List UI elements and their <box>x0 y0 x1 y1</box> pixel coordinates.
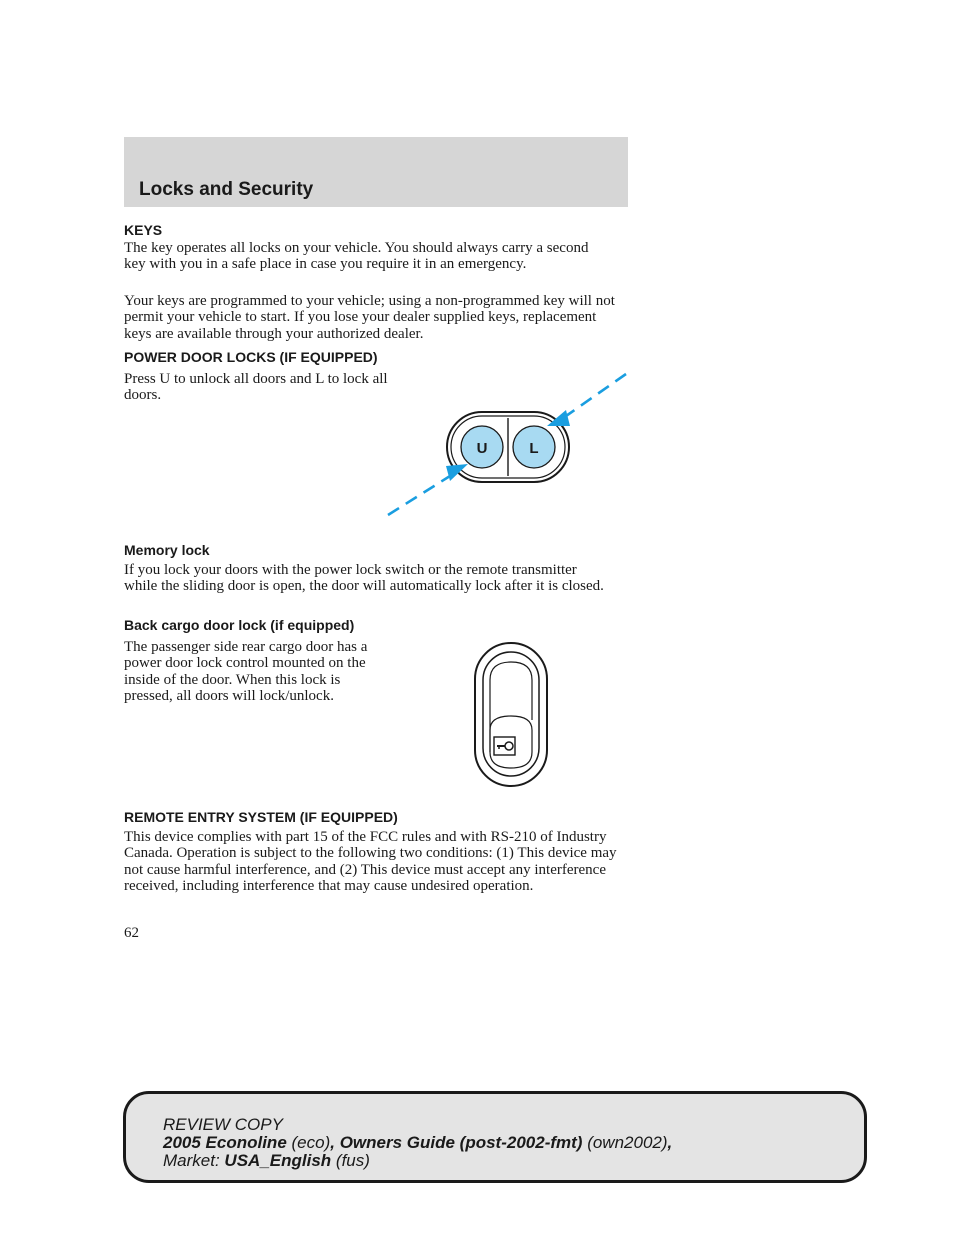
review-copy-footer <box>123 1091 867 1183</box>
footer-market: USA_English <box>224 1151 332 1170</box>
unlock-button <box>461 426 503 468</box>
page-number: 62 <box>124 925 139 941</box>
remote-entry-heading: REMOTE ENTRY SYSTEM (IF EQUIPPED) <box>124 809 398 825</box>
section-header-band <box>124 137 628 207</box>
remote-entry-text: This device complies with part 15 of the FCC rules and with RS-210 of Industry Canada. Operation is subject to the following two conditions: (1) This device may not cause harmful interference, and (2) This device must accept any interference received, including interference that may cause undesired operation. <box>124 829 617 895</box>
memory-lock-heading: Memory lock <box>124 542 210 558</box>
keys-heading: KEYS <box>124 222 163 238</box>
unlock-button-label: U <box>476 440 488 457</box>
footer-comma: , <box>667 1133 673 1152</box>
cargo-lock-text: The passenger side rear cargo door has a power door lock control mounted on the inside of the door. When this lock is pressed, all doors will lock/unlock. <box>124 639 368 705</box>
power-locks-text: Press U to unlock all doors and L to lock all doors. <box>124 371 388 404</box>
footer-model-code: (eco) <box>291 1133 331 1152</box>
footer-guide-code: (own2002) <box>587 1133 668 1152</box>
unlock-pointer-line <box>388 476 450 515</box>
memory-lock-text: If you lock your doors with the power lock switch or the remote transmitter while the sliding door is open, the door will automatically lock after it is closed. <box>124 562 604 595</box>
keys-paragraph-2: Your keys are programmed to your vehicle; using a non-programmed key will not permit your vehicle to start. If you lose your dealer supplied keys, replacement keys are available through your authorized dealer. <box>124 293 615 342</box>
footer-market-code: (fus) <box>335 1151 370 1170</box>
section-title: Locks and Security <box>139 179 314 200</box>
lock-button <box>513 426 555 468</box>
cargo-door-lock-illustration <box>472 640 550 790</box>
footer-guide: , Owners Guide (post-2002-fmt) <box>330 1133 583 1152</box>
lock-button-label: L <box>529 440 539 457</box>
review-copy-label: REVIEW COPY <box>163 1115 283 1134</box>
key-icon <box>494 737 515 755</box>
power-locks-heading: POWER DOOR LOCKS (IF EQUIPPED) <box>124 349 378 365</box>
footer-model: 2005 Econoline <box>163 1133 287 1152</box>
lock-pointer-line <box>566 374 626 416</box>
keys-paragraph-1: The key operates all locks on your vehicle. You should always carry a second key with you in a safe place in case you require it in an emergency. <box>124 240 589 273</box>
footer-market-label: Market: <box>163 1151 220 1170</box>
power-lock-switch-illustration <box>380 368 635 523</box>
cargo-lock-heading: Back cargo door lock (if equipped) <box>124 617 355 633</box>
